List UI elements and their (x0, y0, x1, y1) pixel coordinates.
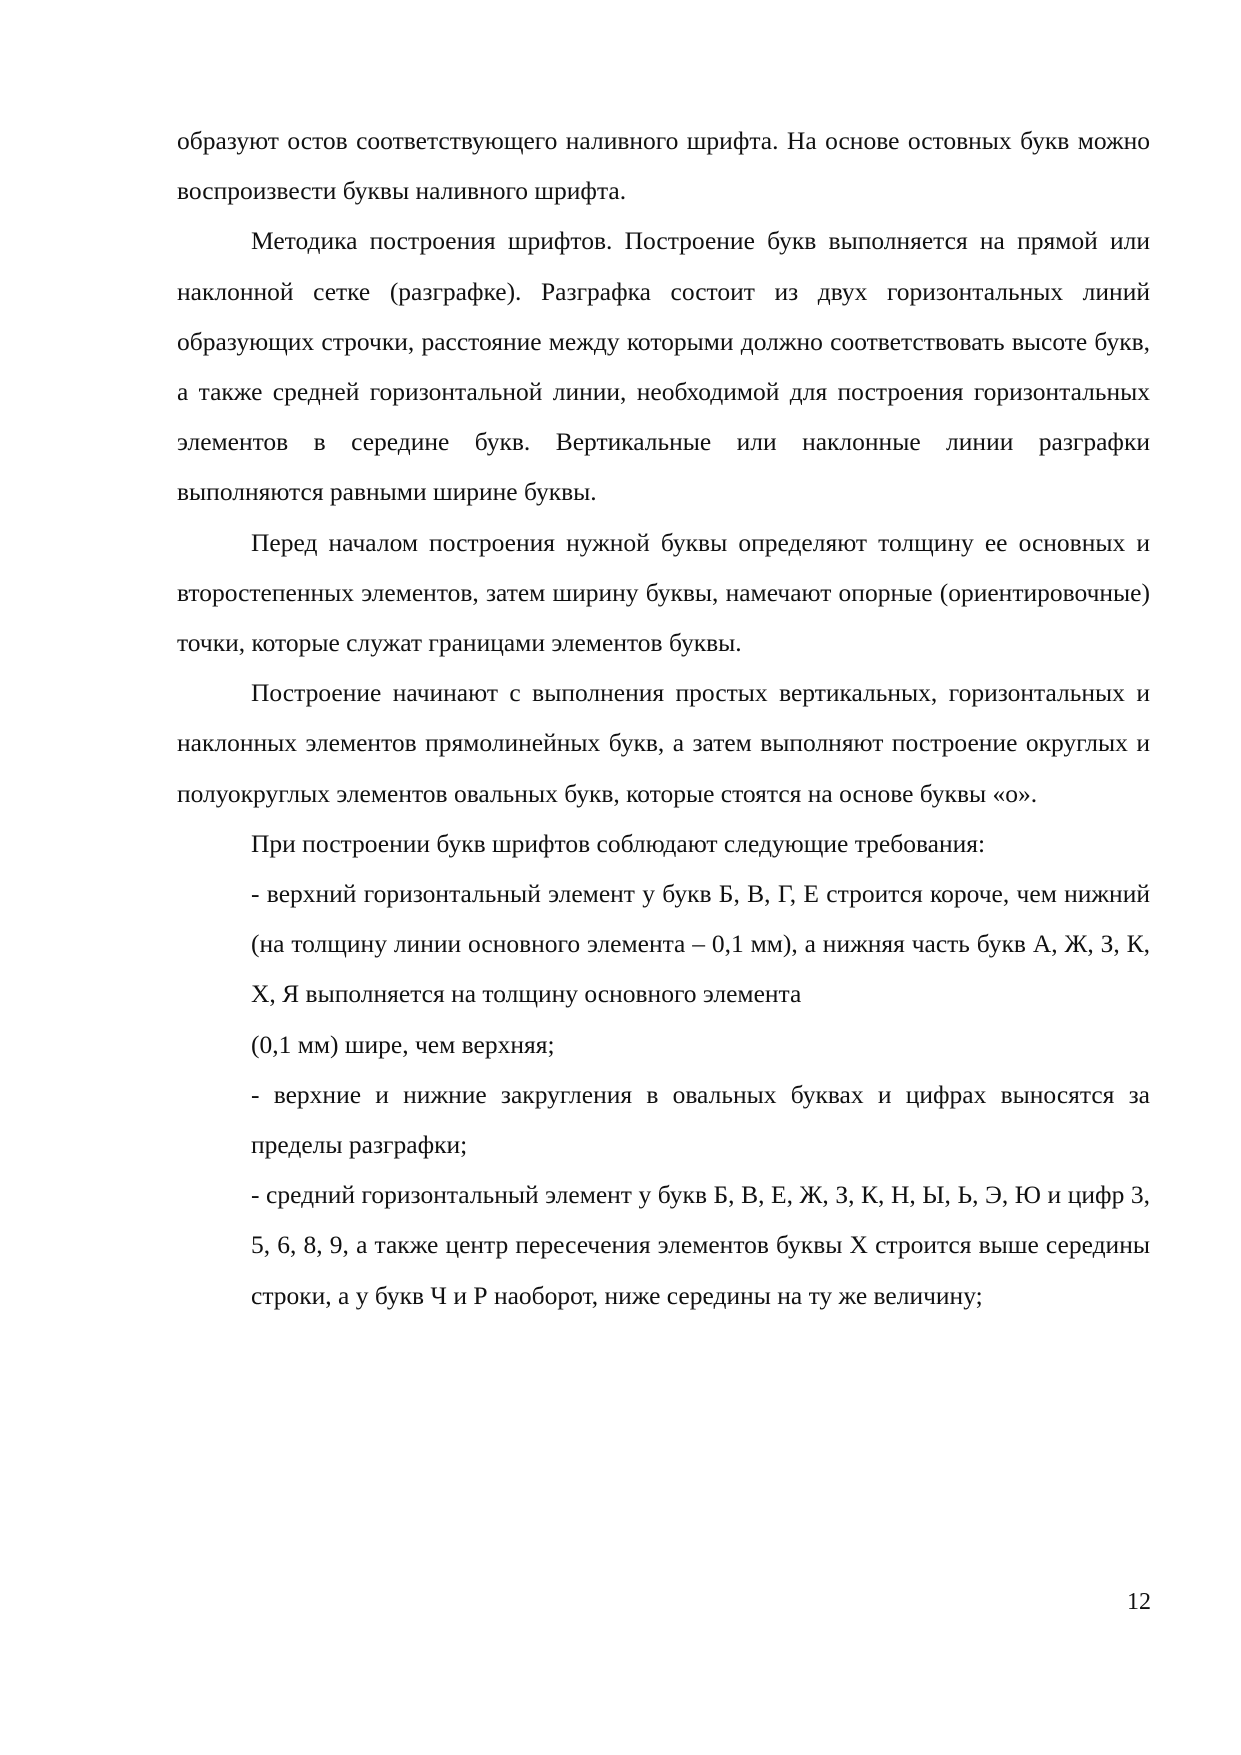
list-item-continuation: (0,1 мм) шире, чем верхняя; (251, 1029, 555, 1059)
list-item-top-element: - верхний горизонтальный элемент у букв Б, В, Г, Е строится короче, чем нижний (на толщину линии основного элемента – 0,1 мм), а нижняя часть букв А, Ж, З, К, Х, Я выполняется на толщину основного элемента (251, 879, 1150, 1009)
paragraph-continuation: образуют остов соответствующего наливного шрифта. На основе остовных букв можно воспроизвести буквы наливного шрифта. (177, 126, 1150, 206)
list-item-rounding: - верхние и нижние закругления в овальных буквах и цифрах выносятся за пределы разграфки; (251, 1079, 1150, 1160)
list-item-middle-element: - средний горизонтальный элемент у букв Б, В, Е, Ж, З, К, Н, Ы, Ь, Э, Ю и цифр 3, 5, 6, 8, 9, а также центр пересечения элементов буквы Х строится выше середины строки, а у букв Ч и Р наоборот, ниже середины на ту же величину; (251, 1180, 1150, 1310)
paragraph-methodology: Методика построения шрифтов. Построение букв выполняется на прямой или наклонной сетке (разграфке). Разграфка состоит из двух горизонтальных линий образующих строчки, расстояние между которыми должно соответствовать высоте букв, а также средней горизонтальной линии, необходимой для построения горизонтальных элементов в середине букв. Вертикальные или наклонные линии разграфки выполняются равными ширине буквы. (177, 226, 1150, 507)
paragraph-before-construction: Перед началом построения нужной буквы определяют толщину ее основных и второстепенных элементов, затем ширину буквы, намечают опорные (ориентировочные) точки, которые служат границами элементов буквы. (177, 527, 1150, 658)
paragraph-construction-start: Построение начинают с выполнения простых вертикальных, горизонтальных и наклонных элементов прямолинейных букв, а затем выполняют построение округлых и полуокруглых элементов овальных букв, которые стоятся на основе буквы «о». (177, 678, 1150, 808)
page-number: 12 (1127, 1589, 1151, 1615)
body-text (177, 116, 1150, 1321)
paragraph-requirements-intro: При построении букв шрифтов соблюдают следующие требования: (251, 828, 986, 858)
